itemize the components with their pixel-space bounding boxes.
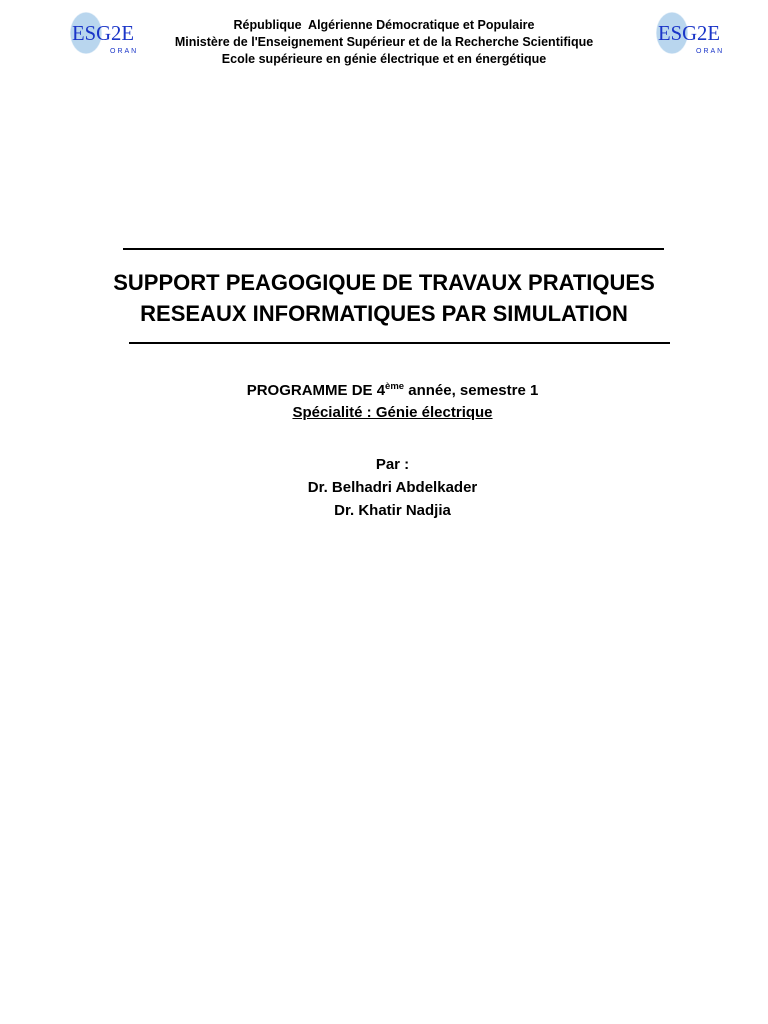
authors-block	[0, 453, 768, 522]
logo-text: ESG2E	[658, 21, 720, 45]
author-1: Dr. Belhadri Abdelkader	[307, 479, 478, 496]
title-line-2: RESEAUX INFORMATIQUES PAR SIMULATION	[140, 301, 628, 326]
logo-subtext: ORAN	[696, 48, 724, 55]
program-superscript: ème	[385, 381, 405, 392]
program-prefix: PROGRAMME DE 4	[246, 382, 386, 399]
header-school: Ecole supérieure en génie électrique et en énergétique	[221, 52, 547, 66]
document-title	[0, 267, 768, 329]
header-country: République Algérienne Démocratique et Populaire	[233, 18, 535, 32]
specialty: Spécialité : Génie électrique	[292, 404, 493, 421]
institution-header	[0, 17, 768, 68]
program-suffix: année, semestre 1	[404, 382, 539, 399]
specialty-line	[0, 402, 768, 424]
title-bottom-rule	[129, 342, 670, 344]
author-2: Dr. Khatir Nadjia	[334, 502, 451, 519]
title-line-1: SUPPORT PEAGOGIQUE DE TRAVAUX PRATIQUES	[113, 270, 655, 295]
program-line	[0, 380, 768, 402]
header-ministry: Ministère de l'Enseignement Supérieur et de la Recherche Scientifique	[174, 35, 594, 49]
program-block	[0, 380, 768, 424]
logo-subtext: ORAN	[110, 48, 138, 55]
logo-text: ESG2E	[72, 21, 134, 45]
authors-by-label: Par :	[375, 456, 410, 473]
title-top-rule	[123, 248, 664, 250]
